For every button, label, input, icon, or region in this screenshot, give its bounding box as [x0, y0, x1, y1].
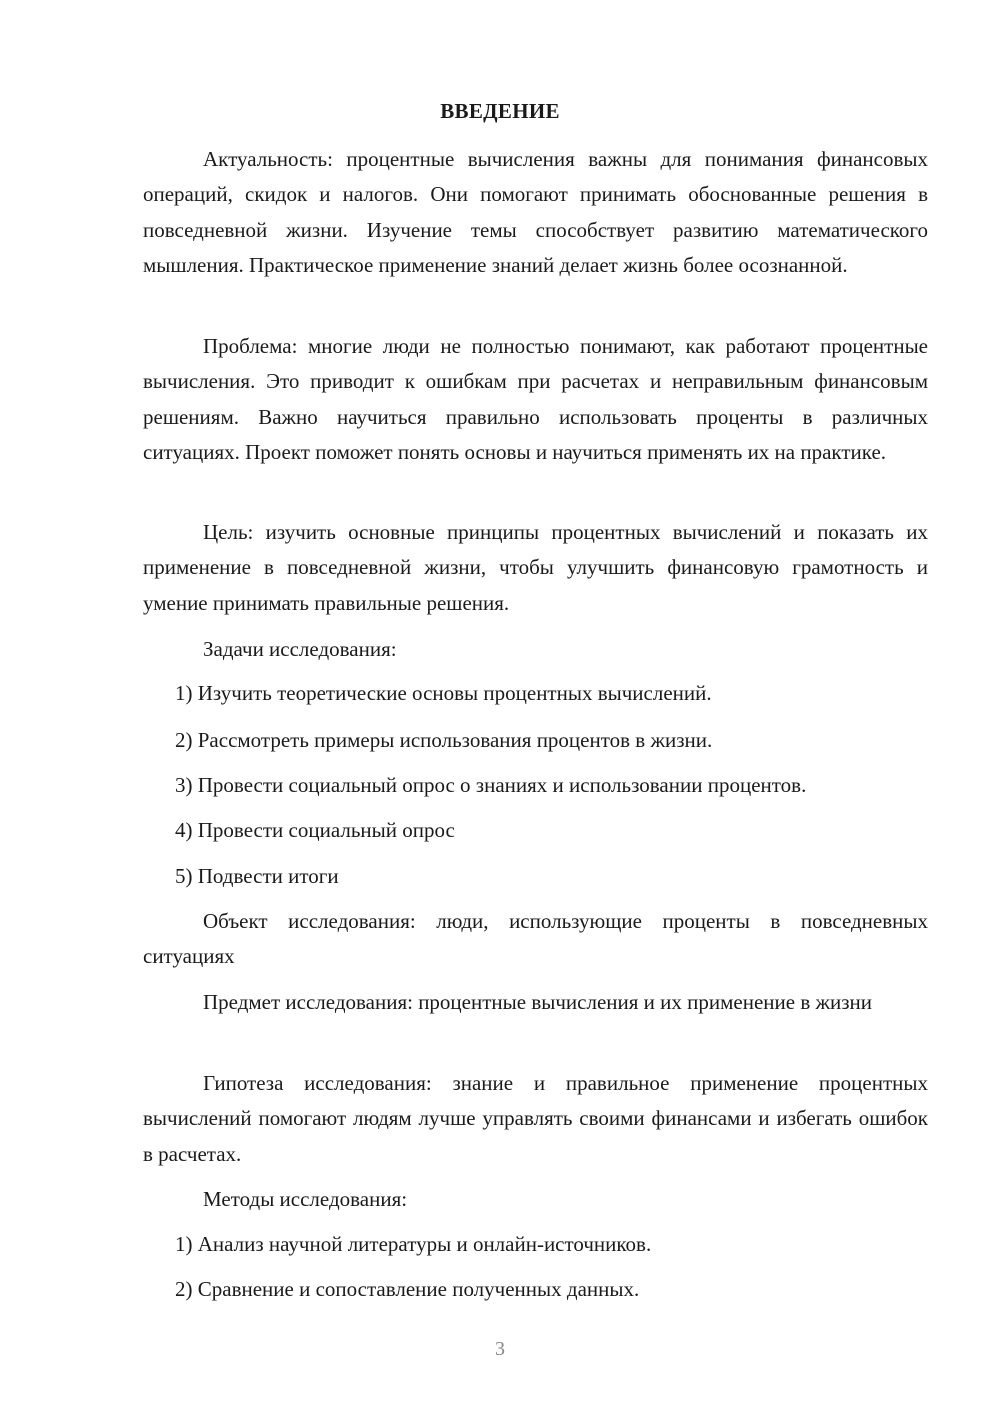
method-item-2: 2) Сравнение и сопоставление полученных данных.	[175, 1277, 640, 1301]
hypothesis-paragraph: Гипотеза исследования: знание и правильное применение процентных вычислений помогают людям лучше управлять своими финансами и избегать ошибок в расчетах.	[143, 1071, 928, 1166]
task-item-3: 3) Провести социальный опрос о знаниях и использовании процентов.	[175, 773, 807, 797]
problem-paragraph: Проблема: многие люди не полностью понимают, как работают процентные вычисления. Это приводит к ошибкам при расчетах и неправильным финансовым решениям. Важно научиться правильно использовать проценты в различных ситуациях. Проект поможет понять основы и научиться применять их на практике.	[143, 334, 928, 464]
methods-heading: Методы исследования:	[203, 1187, 408, 1211]
page-number: 3	[495, 1338, 505, 1360]
relevance-paragraph: Актуальность: процентные вычисления важны для понимания финансовых операций, скидок и налогов. Они помогают принимать обоснованные решения в повседневной жизни. Изучение темы способствует развитию математического мышления. Практическое применение знаний делает жизнь более осознанной.	[143, 147, 928, 277]
object-paragraph: Объект исследования: люди, использующие проценты в повседневных ситуациях	[143, 909, 928, 969]
subject-paragraph: Предмет исследования: процентные вычисления и их применение в жизни	[203, 990, 873, 1014]
task-item-5: 5) Подвести итоги	[175, 864, 339, 888]
task-item-2: 2) Рассмотреть примеры использования процентов в жизни.	[175, 728, 713, 752]
page-title: ВВЕДЕНИЕ	[440, 99, 560, 123]
goal-paragraph: Цель: изучить основные принципы процентных вычислений и показать их применение в повседневной жизни, чтобы улучшить финансовую грамотность и умение принимать правильные решения.	[143, 520, 928, 615]
tasks-heading: Задачи исследования:	[203, 637, 397, 661]
method-item-1: 1) Анализ научной литературы и онлайн-источников.	[175, 1232, 652, 1256]
task-item-1: 1) Изучить теоретические основы процентных вычислений.	[175, 681, 712, 705]
task-item-4: 4) Провести социальный опрос	[175, 818, 455, 842]
